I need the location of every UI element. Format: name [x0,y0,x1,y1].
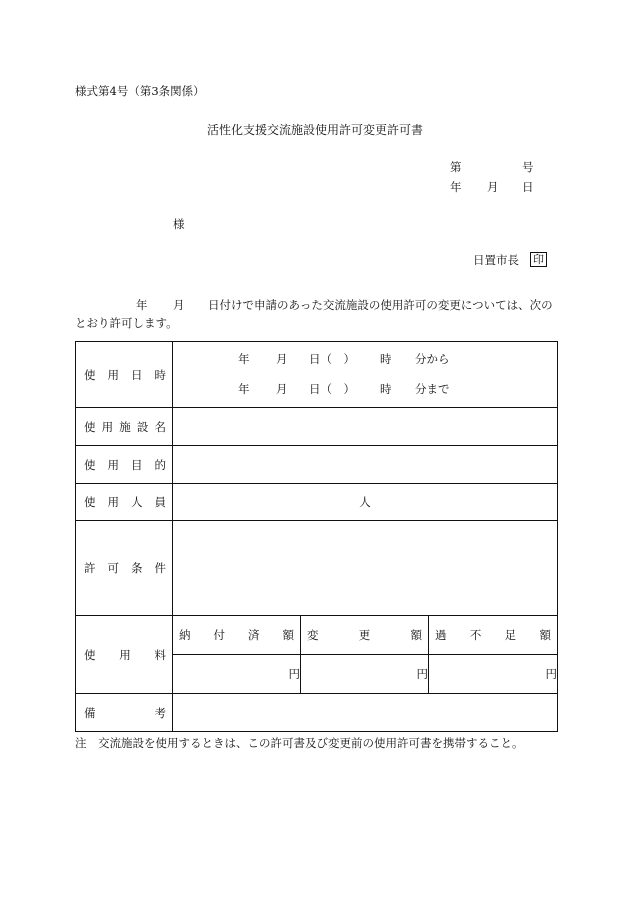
yen-unit: 円 [545,667,558,681]
remarks-label: 備 考 [76,694,173,732]
row-remarks [76,694,558,732]
permit-conditions-label: 許 可 条 件 [76,521,173,616]
doc-number-suffix: 号 [522,160,534,174]
fee-difference-header: 過 不 足 額 [429,616,558,655]
doc-date-day: 日 [522,180,534,194]
body-month: 月 [173,298,185,312]
addressee-honorific: 様 [173,217,185,231]
usage-datetime-label: 使 用 日 時 [76,342,173,408]
doc-number-prefix: 第 [450,160,462,174]
fee-difference-value [429,655,558,694]
document-title: 活性化支援交流施設使用許可変更許可書 [207,123,424,137]
usage-people-value [173,484,558,521]
row-usage-datetime [76,342,558,408]
usage-datetime-value: 年 月 日（ ） 時 分から 年 月 日（ ） 時 分まで [173,342,558,408]
footnote: 注 交流施設を使用するときは、この許可書及び変更前の使用許可書を携帯すること。 [75,736,524,750]
seal-stamp: 印 [530,252,547,267]
permit-conditions-value [173,521,558,616]
row-facility-name [76,408,558,446]
permit-table [75,341,558,732]
fee-paid-value [173,655,301,694]
fee-paid-header: 納 付 済 額 [173,616,301,655]
issuer-name: 日置市長 [473,253,519,267]
usage-people-label: 使 用 人 員 [76,484,173,521]
facility-name-value [173,408,558,446]
form-number: 様式第4号（第3条関係） [75,84,205,98]
yen-unit: 円 [288,667,300,681]
row-permit-conditions [76,521,558,616]
row-usage-purpose [76,446,558,484]
doc-date-month: 月 [487,180,499,194]
body-year: 年 [136,298,148,312]
usage-fee-label: 使 用 料 [76,616,173,694]
body-line-2: とおり許可します。 [75,316,178,330]
usage-purpose-label: 使 用 目 的 [76,446,173,484]
yen-unit: 円 [416,667,428,681]
row-usage-fee-header [76,616,558,655]
facility-name-label: 使 用 施 設 名 [76,408,173,446]
usage-purpose-value [173,446,558,484]
body-line-1: 日付けで申請のあった交流施設の使用許可の変更については、次の [208,298,553,312]
fee-change-header: 変 更 額 [301,616,429,655]
doc-date-year: 年 [450,180,462,194]
fee-change-value [301,655,429,694]
remarks-value [173,694,558,732]
row-usage-people [76,484,558,521]
people-unit: 人 [359,495,371,509]
